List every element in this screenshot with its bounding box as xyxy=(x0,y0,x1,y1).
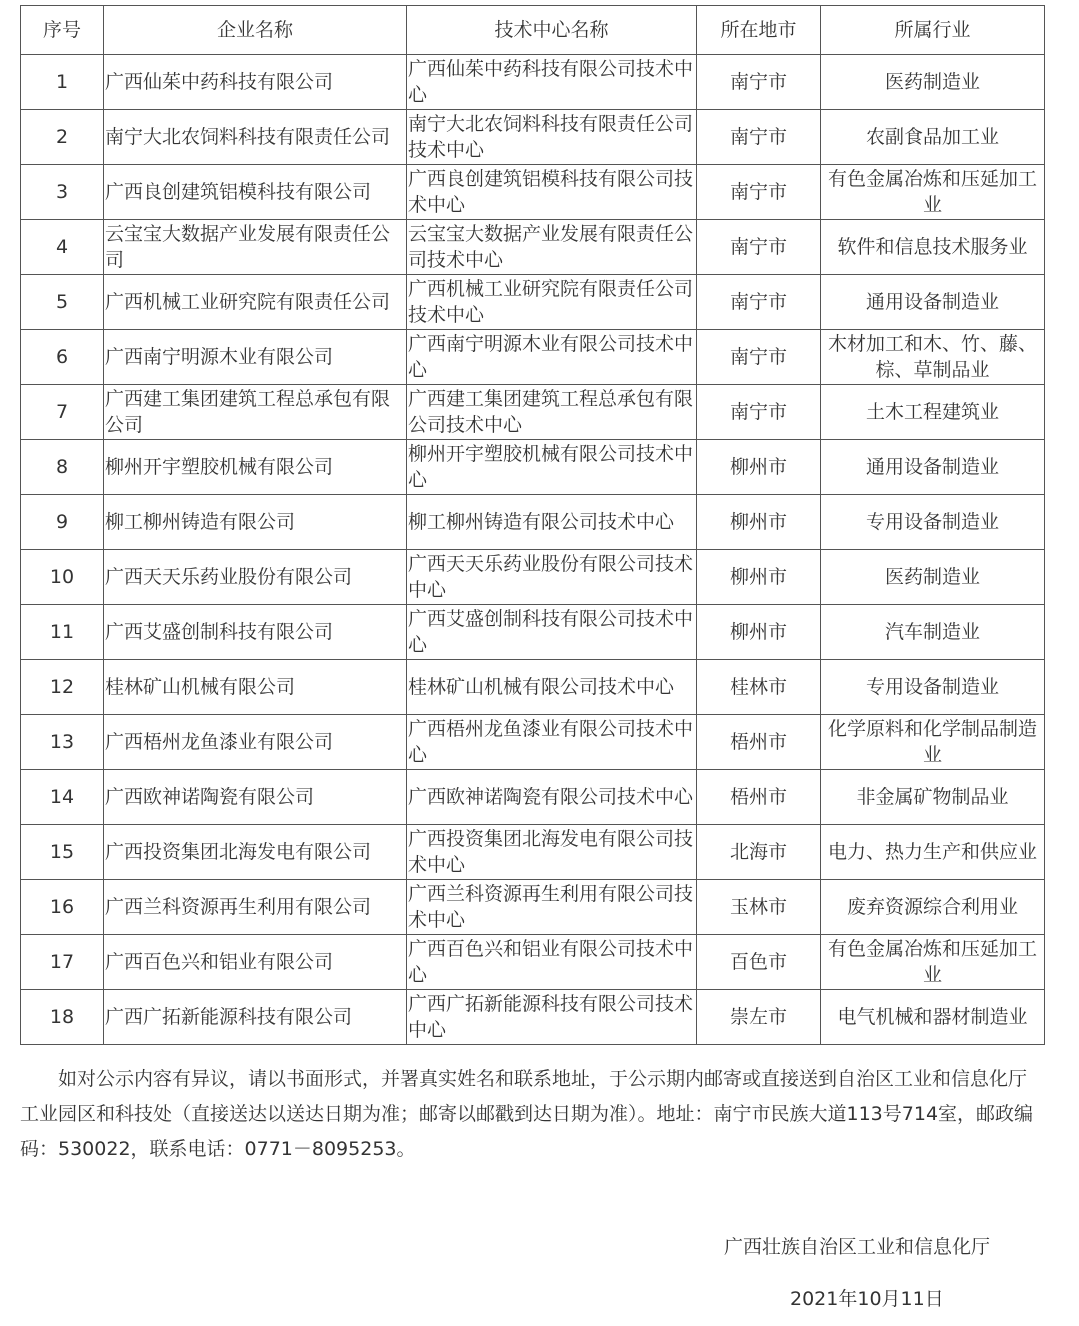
header-tech-center-name: 技术中心名称 xyxy=(407,6,697,55)
cell-serial-number: 4 xyxy=(21,220,104,275)
cell-serial-number: 5 xyxy=(21,275,104,330)
cell-city: 百色市 xyxy=(697,935,821,990)
cell-city: 南宁市 xyxy=(697,165,821,220)
cell-serial-number: 6 xyxy=(21,330,104,385)
cell-city: 柳州市 xyxy=(697,440,821,495)
table-row xyxy=(21,880,1045,935)
cell-company-name: 云宝宝大数据产业发展有限责任公司 xyxy=(104,220,407,275)
cell-serial-number: 9 xyxy=(21,495,104,550)
cell-city: 北海市 xyxy=(697,825,821,880)
cell-serial-number: 8 xyxy=(21,440,104,495)
cell-serial-number: 12 xyxy=(21,660,104,715)
cell-tech-center-name: 广西仙茱中药科技有限公司技术中心 xyxy=(407,55,697,110)
cell-tech-center-name: 广西天天乐药业股份有限公司技术中心 xyxy=(407,550,697,605)
cell-industry: 农副食品加工业 xyxy=(821,110,1045,165)
header-industry: 所属行业 xyxy=(821,6,1045,55)
cell-serial-number: 18 xyxy=(21,990,104,1045)
issue-date: 2021年10月11日 xyxy=(790,1288,944,1310)
cell-serial-number: 3 xyxy=(21,165,104,220)
header-serial-number: 序号 xyxy=(21,6,104,55)
table-row xyxy=(21,110,1045,165)
cell-tech-center-name: 广西兰科资源再生利用有限公司技术中心 xyxy=(407,880,697,935)
cell-serial-number: 11 xyxy=(21,605,104,660)
cell-company-name: 广西广拓新能源科技有限公司 xyxy=(104,990,407,1045)
header-company-name: 企业名称 xyxy=(104,6,407,55)
cell-company-name: 广西梧州龙鱼漆业有限公司 xyxy=(104,715,407,770)
cell-city: 南宁市 xyxy=(697,385,821,440)
cell-tech-center-name: 广西建工集团建筑工程总承包有限公司技术中心 xyxy=(407,385,697,440)
cell-city: 南宁市 xyxy=(697,55,821,110)
objection-notice-paragraph: 如对公示内容有异议，请以书面形式，并署真实姓名和联系地址，于公示期内邮寄或直接送到自治区工业和信息化厅工业园区和科技处（直接送达以送达日期为准；邮寄以邮戳到达日期为准）。地址：南宁市民族大道113号714室，邮政编码：530022，联系电话：0771－8095253。 xyxy=(20,1068,1034,1160)
cell-city: 柳州市 xyxy=(697,605,821,660)
cell-tech-center-name: 广西艾盛创制科技有限公司技术中心 xyxy=(407,605,697,660)
cell-serial-number: 10 xyxy=(21,550,104,605)
cell-industry: 电力、热力生产和供应业 xyxy=(821,825,1045,880)
table-row xyxy=(21,495,1045,550)
cell-city: 桂林市 xyxy=(697,660,821,715)
cell-tech-center-name: 柳工柳州铸造有限公司技术中心 xyxy=(407,495,697,550)
table-row xyxy=(21,55,1045,110)
table-row xyxy=(21,935,1045,990)
cell-company-name: 广西机械工业研究院有限责任公司 xyxy=(104,275,407,330)
cell-tech-center-name: 广西南宁明源木业有限公司技术中心 xyxy=(407,330,697,385)
cell-tech-center-name: 柳州开宇塑胶机械有限公司技术中心 xyxy=(407,440,697,495)
cell-company-name: 广西兰科资源再生利用有限公司 xyxy=(104,880,407,935)
cell-company-name: 广西良创建筑铝模科技有限公司 xyxy=(104,165,407,220)
issuing-organization: 广西壮族自治区工业和信息化厅 xyxy=(724,1236,991,1258)
cell-tech-center-name: 云宝宝大数据产业发展有限责任公司技术中心 xyxy=(407,220,697,275)
cell-industry: 化学原料和化学制品制造业 xyxy=(821,715,1045,770)
table-row xyxy=(21,275,1045,330)
table-row xyxy=(21,660,1045,715)
cell-company-name: 广西欧神诺陶瓷有限公司 xyxy=(104,770,407,825)
table-row xyxy=(21,165,1045,220)
cell-city: 玉林市 xyxy=(697,880,821,935)
cell-tech-center-name: 广西梧州龙鱼漆业有限公司技术中心 xyxy=(407,715,697,770)
cell-company-name: 柳工柳州铸造有限公司 xyxy=(104,495,407,550)
cell-city: 南宁市 xyxy=(697,275,821,330)
cell-company-name: 广西艾盛创制科技有限公司 xyxy=(104,605,407,660)
cell-industry: 土木工程建筑业 xyxy=(821,385,1045,440)
cell-company-name: 广西南宁明源木业有限公司 xyxy=(104,330,407,385)
cell-industry: 废弃资源综合利用业 xyxy=(821,880,1045,935)
table-row xyxy=(21,220,1045,275)
cell-city: 南宁市 xyxy=(697,110,821,165)
cell-city: 梧州市 xyxy=(697,770,821,825)
cell-tech-center-name: 桂林矿山机械有限公司技术中心 xyxy=(407,660,697,715)
cell-tech-center-name: 广西机械工业研究院有限责任公司技术中心 xyxy=(407,275,697,330)
cell-city: 柳州市 xyxy=(697,550,821,605)
cell-industry: 电气机械和器材制造业 xyxy=(821,990,1045,1045)
table-row xyxy=(21,440,1045,495)
cell-city: 梧州市 xyxy=(697,715,821,770)
header-city: 所在地市 xyxy=(697,6,821,55)
table-row xyxy=(21,770,1045,825)
table-header-row xyxy=(21,6,1045,55)
cell-industry: 有色金属冶炼和压延加工业 xyxy=(821,935,1045,990)
cell-tech-center-name: 广西欧神诺陶瓷有限公司技术中心 xyxy=(407,770,697,825)
cell-serial-number: 1 xyxy=(21,55,104,110)
cell-company-name: 柳州开宇塑胶机械有限公司 xyxy=(104,440,407,495)
cell-serial-number: 17 xyxy=(21,935,104,990)
cell-tech-center-name: 广西百色兴和铝业有限公司技术中心 xyxy=(407,935,697,990)
enterprise-technology-center-table xyxy=(20,5,1045,1045)
cell-tech-center-name: 广西投资集团北海发电有限公司技术中心 xyxy=(407,825,697,880)
cell-industry: 软件和信息技术服务业 xyxy=(821,220,1045,275)
cell-serial-number: 15 xyxy=(21,825,104,880)
cell-company-name: 广西仙茱中药科技有限公司 xyxy=(104,55,407,110)
cell-city: 南宁市 xyxy=(697,220,821,275)
cell-industry: 医药制造业 xyxy=(821,55,1045,110)
cell-company-name: 广西建工集团建筑工程总承包有限公司 xyxy=(104,385,407,440)
cell-serial-number: 7 xyxy=(21,385,104,440)
table-row xyxy=(21,825,1045,880)
cell-company-name: 南宁大北农饲料科技有限责任公司 xyxy=(104,110,407,165)
cell-industry: 汽车制造业 xyxy=(821,605,1045,660)
cell-company-name: 桂林矿山机械有限公司 xyxy=(104,660,407,715)
cell-tech-center-name: 广西广拓新能源科技有限公司技术中心 xyxy=(407,990,697,1045)
cell-tech-center-name: 广西良创建筑铝模科技有限公司技术中心 xyxy=(407,165,697,220)
cell-industry: 通用设备制造业 xyxy=(821,440,1045,495)
table-row xyxy=(21,605,1045,660)
cell-industry: 医药制造业 xyxy=(821,550,1045,605)
cell-serial-number: 14 xyxy=(21,770,104,825)
cell-serial-number: 16 xyxy=(21,880,104,935)
table-row xyxy=(21,715,1045,770)
cell-serial-number: 2 xyxy=(21,110,104,165)
table-row xyxy=(21,385,1045,440)
cell-city: 崇左市 xyxy=(697,990,821,1045)
cell-company-name: 广西投资集团北海发电有限公司 xyxy=(104,825,407,880)
table-row xyxy=(21,330,1045,385)
cell-industry: 木材加工和木、竹、藤、棕、草制品业 xyxy=(821,330,1045,385)
cell-industry: 专用设备制造业 xyxy=(821,660,1045,715)
cell-company-name: 广西百色兴和铝业有限公司 xyxy=(104,935,407,990)
cell-industry: 通用设备制造业 xyxy=(821,275,1045,330)
table-row xyxy=(21,550,1045,605)
cell-industry: 专用设备制造业 xyxy=(821,495,1045,550)
cell-city: 南宁市 xyxy=(697,330,821,385)
cell-company-name: 广西天天乐药业股份有限公司 xyxy=(104,550,407,605)
cell-industry: 有色金属冶炼和压延加工业 xyxy=(821,165,1045,220)
cell-serial-number: 13 xyxy=(21,715,104,770)
cell-industry: 非金属矿物制品业 xyxy=(821,770,1045,825)
cell-city: 柳州市 xyxy=(697,495,821,550)
cell-tech-center-name: 南宁大北农饲料科技有限责任公司技术中心 xyxy=(407,110,697,165)
table-row xyxy=(21,990,1045,1045)
